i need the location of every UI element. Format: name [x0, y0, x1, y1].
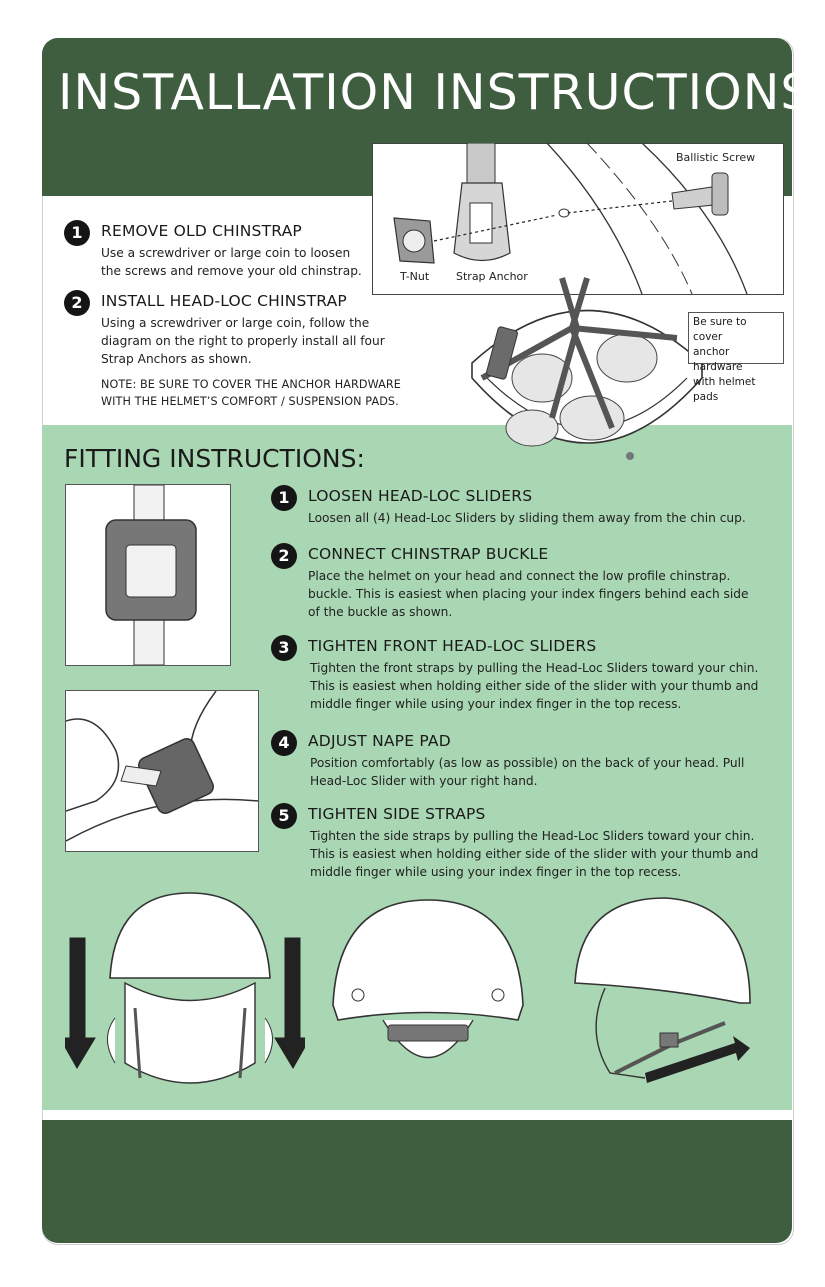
- fitting-step-3-number: 3: [271, 635, 297, 661]
- ballistic-screw-label: Ballistic Screw: [676, 151, 756, 164]
- fitting-step-3-text: Tighten the front straps by pulling the Head-Loc Sliders toward your chin. This is easiest when holding either side of the slider with your thumb and middle finger while using your index finger in the top recess.: [310, 661, 759, 711]
- install-step-2-number: 2: [64, 290, 90, 316]
- fitting-step-1-text: Loosen all (4) Head-Loc Sliders by sliding them away from the chin cup.: [308, 511, 746, 525]
- fitting-step-4-number: 4: [271, 730, 297, 756]
- install-step-2-heading: INSTALL HEAD-LOC CHINSTRAP: [101, 292, 347, 310]
- strap-anchor-label: Strap Anchor: [456, 270, 528, 283]
- fitting-step-2-text: Place the helmet on your head and connect the low profile chinstrap. buckle. This is easiest when placing your index fingers behind each side of the buckle as shown.: [308, 569, 749, 619]
- side-view-illustration: [565, 893, 765, 1093]
- fitting-step-2-number: 2: [271, 543, 297, 569]
- front-view-illustration: [65, 888, 305, 1098]
- fitting-step-3-heading: TIGHTEN FRONT HEAD-LOC SLIDERS: [308, 637, 597, 655]
- fitting-step-4-heading: ADJUST NAPE PAD: [308, 732, 451, 750]
- helmet-pads-callout: Be sure to cover anchor hardware with helmet pads: [688, 312, 784, 364]
- install-step-1-text: Use a screwdriver or large coin to loosen the screws and remove your old chinstrap.: [101, 246, 362, 278]
- helmet-interior-illustration: [462, 268, 712, 493]
- fitting-step-2-heading: CONNECT CHINSTRAP BUCKLE: [308, 545, 549, 563]
- buckle-closeup-image: [65, 690, 259, 852]
- install-step-2-text: Using a screwdriver or large coin, follow the diagram on the right to properly install all four Strap Anchors as shown.: [101, 316, 385, 366]
- install-step-1-heading: REMOVE OLD CHINSTRAP: [101, 222, 302, 240]
- rear-view-illustration: [328, 895, 528, 1095]
- slider-closeup-image: [65, 484, 231, 666]
- fitting-step-5-number: 5: [271, 803, 297, 829]
- install-step-1-number: 1: [64, 220, 90, 246]
- fitting-step-5-text: Tighten the side straps by pulling the Head-Loc Sliders toward your chin. This is easiest when holding either side of the slider with your thumb and middle finger while using your index finger in the top recess.: [310, 829, 759, 879]
- footer-band: [42, 1120, 792, 1243]
- fitting-step-4-text: Position comfortably (as low as possible) on the back of your head. Pull Head-Loc Slider with your right hand.: [310, 756, 745, 788]
- t-nut-label: T-Nut: [400, 270, 430, 283]
- page-title: INSTALLATION INSTRUCTIONS: [58, 64, 813, 121]
- arrow-down-left-icon: [65, 938, 95, 1068]
- fitting-step-1-heading: LOOSEN HEAD-LOC SLIDERS: [308, 487, 533, 505]
- fitting-title: FITTING INSTRUCTIONS:: [64, 444, 365, 473]
- arrow-down-right-icon: [275, 938, 305, 1068]
- fitting-step-5-heading: TIGHTEN SIDE STRAPS: [308, 805, 486, 823]
- fitting-step-1-number: 1: [271, 485, 297, 511]
- t-nut-icon: [394, 218, 434, 263]
- install-note: NOTE: BE SURE TO COVER THE ANCHOR HARDWARE WITH THE HELMET’S COMFORT / SUSPENSION PADS.: [101, 378, 401, 408]
